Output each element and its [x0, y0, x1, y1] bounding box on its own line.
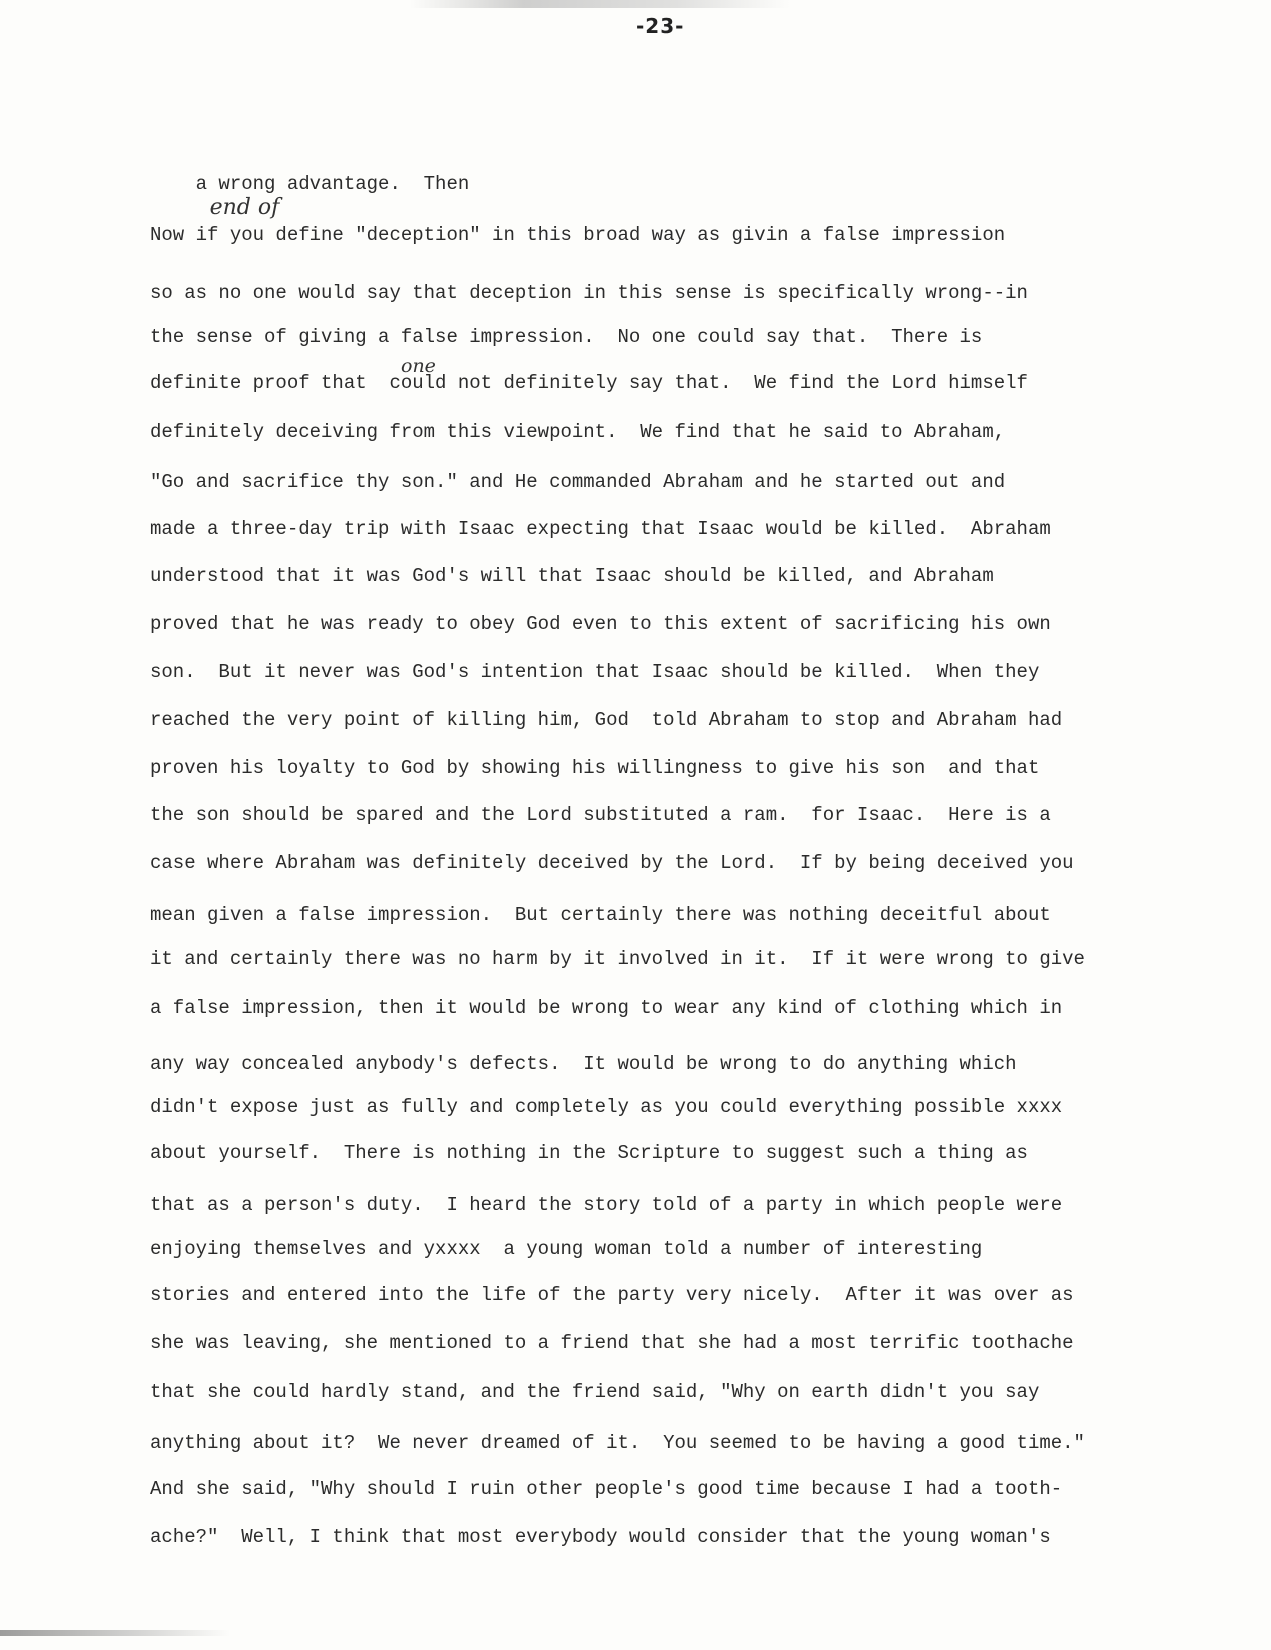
- text-line-19: any way concealed anybody's defects. It would be wrong to do anything which: [150, 1053, 1017, 1075]
- text-line-10: proved that he was ready to obey God even to this extent of sacrificing his own: [150, 613, 1051, 635]
- text-line-7: "Go and sacrifice thy son." and He commanded Abraham and he started out and: [150, 471, 1006, 493]
- line-text: a wrong advantage. Then: [195, 173, 470, 195]
- page-number: -23-: [636, 14, 685, 38]
- text-line-6: definitely deceiving from this viewpoint. We find that he said to Abraham,: [150, 421, 1006, 443]
- text-line-20: didn't expose just as fully and completely as you could everything possible xxxx: [150, 1096, 1063, 1118]
- text-line-21: about yourself. There is nothing in the Scripture to suggest such a thing as: [150, 1142, 1028, 1164]
- text-line-9: understood that it was God's will that Isaac should be killed, and Abraham: [150, 565, 994, 587]
- handwritten-insert: one: [401, 355, 436, 377]
- handwritten-note: end of: [209, 195, 280, 220]
- text-line-12: reached the very point of killing him, God told Abraham to stop and Abraham had: [150, 709, 1063, 731]
- scan-smudge-top: [410, 0, 790, 8]
- text-line-15: case where Abraham was definitely deceived by the Lord. If by being deceived you: [150, 852, 1074, 874]
- text-line-17: it and certainly there was no harm by it involved in it. If it were wrong to give: [150, 948, 1085, 970]
- text-line-13: proven his loyalty to God by showing his willingness to give his son and that: [150, 757, 1040, 779]
- scan-smudge-bottom: [0, 1630, 230, 1636]
- text-line-28: And she said, "Why should I ruin other people's good time because I had a tooth-: [150, 1478, 1063, 1500]
- text-line-8: made a three-day trip with Isaac expecting that Isaac would be killed. Abraham: [150, 518, 1051, 540]
- text-line-11: son. But it never was God's intention that Isaac should be killed. When they: [150, 661, 1040, 683]
- text-line-5: definite proof that could not definitely say that. We find the Lord himself: [150, 372, 1028, 394]
- text-line-2: Now if you define "deception" in this broad way as givin a false impression: [150, 224, 1006, 246]
- text-line-16: mean given a false impression. But certainly there was nothing deceitful about: [150, 904, 1051, 926]
- text-line-22: that as a person's duty. I heard the story told of a party in which people were: [150, 1194, 1063, 1216]
- text-line-26: that she could hardly stand, and the friend said, "Why on earth didn't you say: [150, 1381, 1040, 1403]
- text-line-4: the sense of giving a false impression. No one could say that. There is: [150, 326, 983, 348]
- text-line-27: anything about it? We never dreamed of it. You seemed to be having a good time.": [150, 1432, 1085, 1454]
- text-line-24: stories and entered into the life of the party very nicely. After it was over as: [150, 1284, 1074, 1306]
- text-line-29: ache?" Well, I think that most everybody would consider that the young woman's: [150, 1526, 1051, 1548]
- text-line-14: the son should be spared and the Lord substituted a ram. for Isaac. Here is a: [150, 804, 1051, 826]
- text-line-23: enjoying themselves and yxxxx a young woman told a number of interesting: [150, 1238, 983, 1260]
- text-line-18: a false impression, then it would be wrong to wear any kind of clothing which in: [150, 997, 1063, 1019]
- text-line-25: she was leaving, she mentioned to a friend that she had a most terrific toothache: [150, 1332, 1074, 1354]
- text-line-3: so as no one would say that deception in this sense is specifically wrong--in: [150, 282, 1028, 304]
